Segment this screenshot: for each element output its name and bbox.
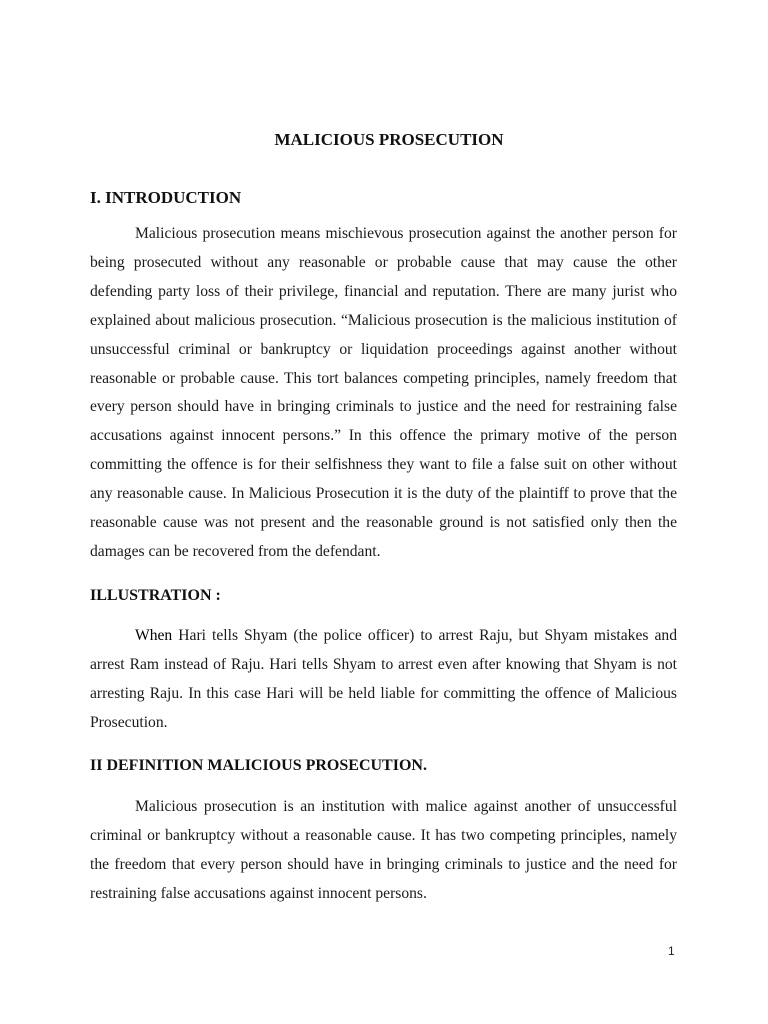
illustration-lead-word: When — [135, 627, 173, 644]
page-number: 1 — [668, 944, 675, 958]
illustration-paragraph — [90, 622, 677, 738]
illustration-text: Hari tells Shyam (the police officer) to arrest Raju, but Shyam mistakes and arrest Ram instead of Raju. Hari tells Shyam to arrest even after knowing that Shyam is not arresting Raju. In this case Hari will be held liable for committing the offence of Malicious Prosecution. — [90, 627, 677, 731]
section-heading-definition: II DEFINITION MALICIOUS PROSECUTION. — [90, 757, 427, 774]
definition-paragraph: Malicious prosecution is an institution with malice against another of unsuccessful criminal or bankruptcy without a reasonable cause. It has two competing principles, namely the freedom that every person should have in bringing criminals to justice and the need for restraining false accusations against innocent persons. — [90, 798, 677, 902]
document-title: MALICIOUS PROSECUTION — [274, 130, 504, 149]
introduction-paragraph: Malicious prosecution means mischievous prosecution against the another person for being prosecuted without any reasonable or probable cause that may cause the other defending party loss of their privilege, financial and reputation. There are many jurist who explained about malicious prosecution. “Malicious prosecution is the malicious institution of unsuccessful criminal or bankruptcy or liquidation proceedings against another without reasonable or probable cause. This tort balances competing principles, namely freedom that every person should have in bringing criminals to justice and the need for restraining false accusations against innocent persons.” In this offence the primary motive of the person committing the offence is for their selfishness they want to file a false suit on other without any reasonable cause. In Malicious Prosecution it is the duty of the plaintiff to prove that the reasonable cause was not present and the reasonable ground is not satisfied only then the damages can be recovered from the defendant. — [90, 225, 677, 560]
section-heading-illustration: ILLUSTRATION : — [90, 587, 221, 604]
section-heading-introduction: I. INTRODUCTION — [90, 188, 242, 207]
